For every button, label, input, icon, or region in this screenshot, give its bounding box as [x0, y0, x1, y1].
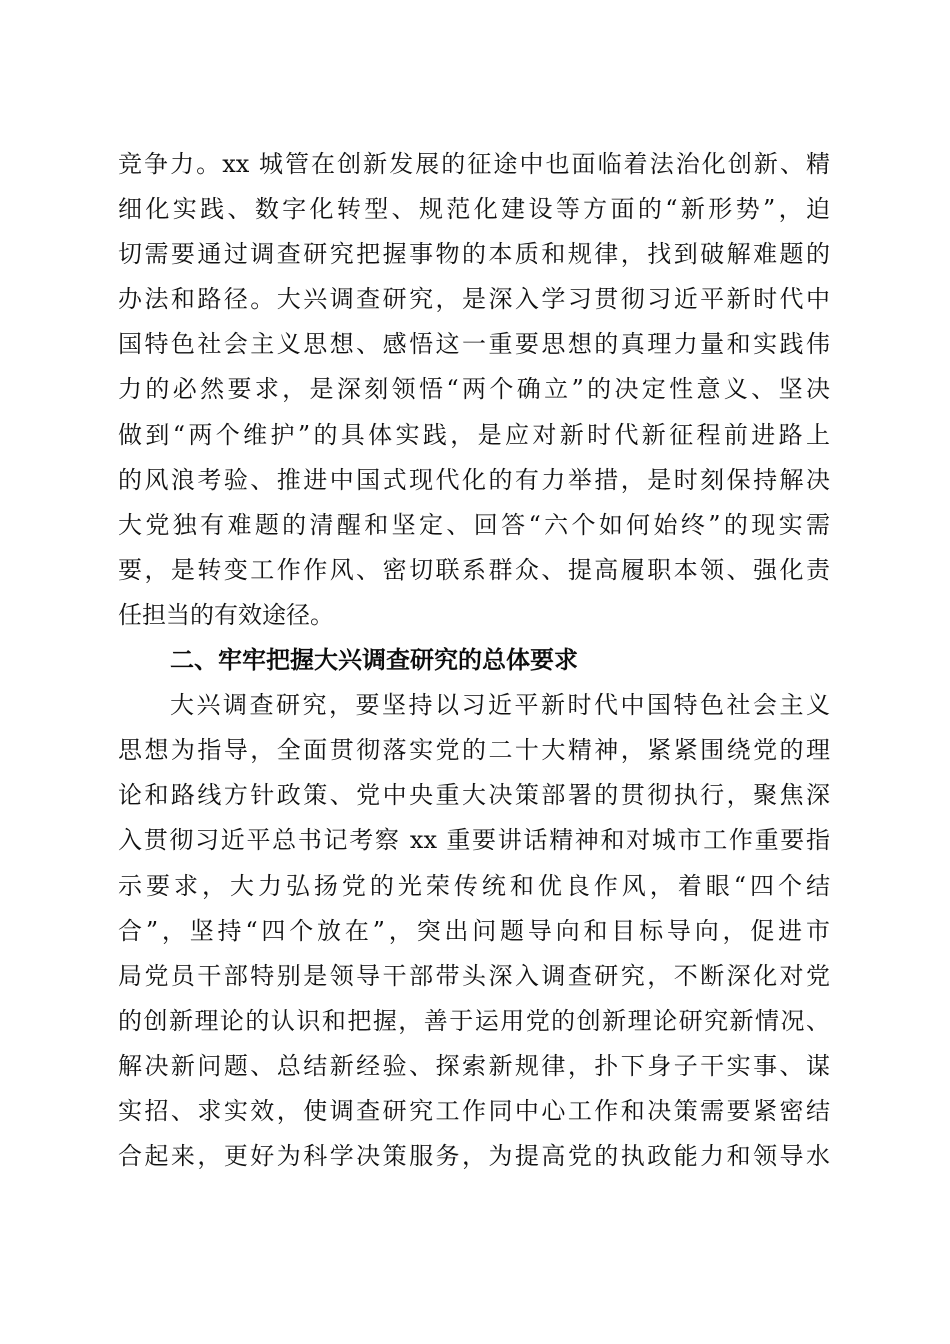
paragraph-2-line: 示要求，大力弘扬党的光荣传统和优良作风，着眼“四个结	[118, 871, 830, 900]
paragraph-2-line: 局党员干部特别是领导干部带头深入调查研究，不断深化对党	[118, 961, 830, 990]
paragraph-2-line: 入贯彻习近平总书记考察 xx 重要讲话精神和对城市工作重要指	[118, 826, 830, 855]
paragraph-2-line: 合起来，更好为科学决策服务，为提高党的执政能力和领导水	[118, 1142, 830, 1171]
paragraph-1-line: 切需要通过调查研究把握事物的本质和规律，找到破解难题的	[118, 240, 830, 269]
paragraph-2-line: 思想为指导，全面贯彻落实党的二十大精神，紧紧围绕党的理	[118, 736, 830, 765]
paragraph-2-line: 合”，坚持“四个放在”，突出问题导向和目标导向，促进市	[118, 916, 830, 945]
paragraph-2-line: 解决新问题、总结新经验、探索新规律，扑下身子干实事、谋	[118, 1051, 830, 1080]
paragraph-1-line: 细化实践、数字化转型、规范化建设等方面的“新形势”，迫	[118, 195, 830, 224]
paragraph-1-line: 竞争力。xx 城管在创新发展的征途中也面临着法治化创新、精	[118, 150, 830, 178]
paragraph-1-line: 要，是转变工作作风、密切联系群众、提高履职本领、强化责	[118, 555, 830, 584]
paragraph-2-line: 的创新理论的认识和把握，善于运用党的创新理论研究新情况、	[118, 1006, 830, 1035]
document-body	[118, 142, 830, 1179]
paragraph-1-line: 大党独有难题的清醒和坚定、回答“六个如何始终”的现实需	[118, 510, 830, 539]
paragraph-1-last-line: 任担当的有效途径。	[118, 600, 334, 629]
paragraph-1-line: 办法和路径。大兴调查研究，是深入学习贯彻习近平新时代中	[118, 285, 830, 314]
paragraph-1-line: 做到“两个维护”的具体实践，是应对新时代新征程前进路上	[118, 420, 830, 449]
paragraph-2-line: 论和路线方针政策、党中央重大决策部署的贯彻执行，聚焦深	[118, 781, 830, 810]
section-heading: 二、牢牢把握大兴调查研究的总体要求	[170, 646, 578, 675]
paragraph-2-line: 实招、求实效，使调查研究工作同中心工作和决策需要紧密结	[118, 1096, 830, 1125]
paragraph-2-first-line: 大兴调查研究，要坚持以习近平新时代中国特色社会主义	[170, 691, 830, 720]
paragraph-1-line: 力的必然要求，是深刻领悟“两个确立”的决定性意义、坚决	[118, 375, 830, 404]
paragraph-1-line: 国特色社会主义思想、感悟这一重要思想的真理力量和实践伟	[118, 330, 830, 359]
paragraph-1-line: 的风浪考验、推进中国式现代化的有力举措，是时刻保持解决	[118, 465, 830, 494]
